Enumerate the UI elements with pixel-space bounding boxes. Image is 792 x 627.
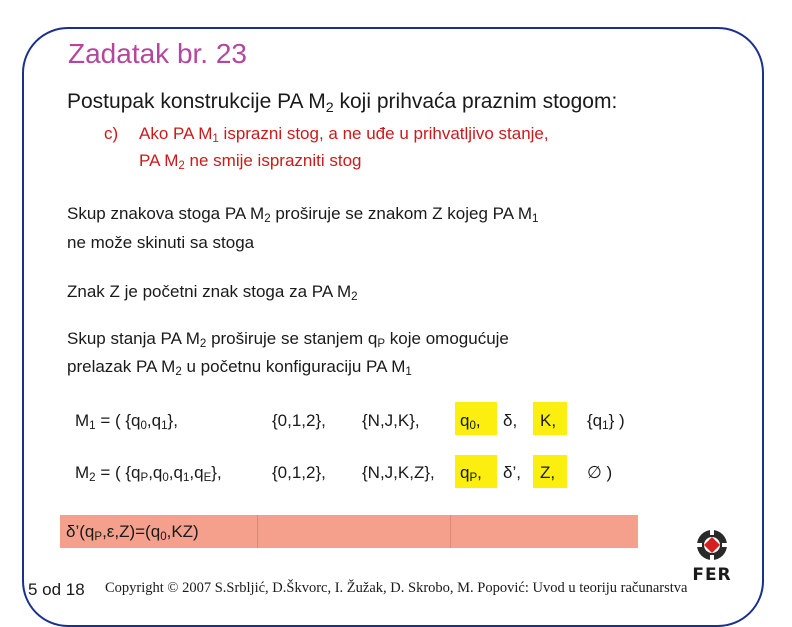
m2-input-alphabet: {0,1,2}, xyxy=(272,463,326,482)
slide-title: Zadatak br. 23 xyxy=(68,38,248,69)
item-c-line2: PA $M_2$ ne smije isprazniti stog xyxy=(139,151,362,173)
paragraph-3-line1: Skup stanja PA $M_2$ proširuje se stanjem $q_P$ koje omogućuje xyxy=(67,329,509,351)
m1-start-symbol: K, xyxy=(540,411,557,430)
m1-states: $M_1$ = ( $\{q_0,q_1\}$, xyxy=(75,411,178,433)
m1-delta: δ, xyxy=(503,411,518,430)
m2-delta: δ’, xyxy=(503,463,521,482)
m1-input-alphabet: {0,1,2}, xyxy=(272,411,326,430)
column-divider xyxy=(257,515,258,548)
m1-final-states: $\{q_1\}$ ) xyxy=(587,411,625,433)
m2-start-state: $q_P$, xyxy=(460,463,482,485)
m1-start-state: $q_0$, xyxy=(460,411,481,433)
paragraph-1-line2: ne može skinuti sa stoga xyxy=(67,233,255,252)
m1-stack-alphabet: {N,J,K}, xyxy=(362,411,420,430)
fer-logo-text: FER xyxy=(692,565,732,585)
m2-states: $M_2$ = ( $\{q_P,q_0,q_1,q_E\}$, xyxy=(75,463,222,485)
item-c-line1: Ako PA $M_1$ isprazni stog, a ne uđe u prihvatljivo stanje, xyxy=(139,124,549,146)
fer-logo xyxy=(690,525,734,589)
subtitle: Postupak konstrukcije PA $M_2$ koji prihvaća praznim stogom: xyxy=(67,90,618,116)
copyright: Copyright © 2007 S.Srbljić, D.Škvorc, I. Žužak, D. Skrobo, M. Popović: Uvod u teoriju računarstva xyxy=(105,580,688,596)
column-divider xyxy=(450,515,451,548)
paragraph-3-line2: prelazak PA $M_2$ u početnu konfiguraciju PA $M_1$ xyxy=(67,357,412,379)
transition-rule: $\delta’(q_P,\varepsilon,Z)=(q_0,KZ)$ xyxy=(66,522,199,544)
m2-start-symbol: Z, xyxy=(540,463,556,482)
m2-final-states: ∅ ) xyxy=(587,463,613,482)
paragraph-1-line1: Skup znakova stoga PA $M_2$ proširuje se znakom Z kojeg PA $M_1$ xyxy=(67,204,539,226)
m2-stack-alphabet: {N,J,K,Z}, xyxy=(362,463,435,482)
page-number: 5 od 18 xyxy=(28,580,85,599)
item-c-label: c) xyxy=(104,124,119,143)
paragraph-2: Znak Z je početni znak stoga za PA $M_2$ xyxy=(67,282,358,304)
